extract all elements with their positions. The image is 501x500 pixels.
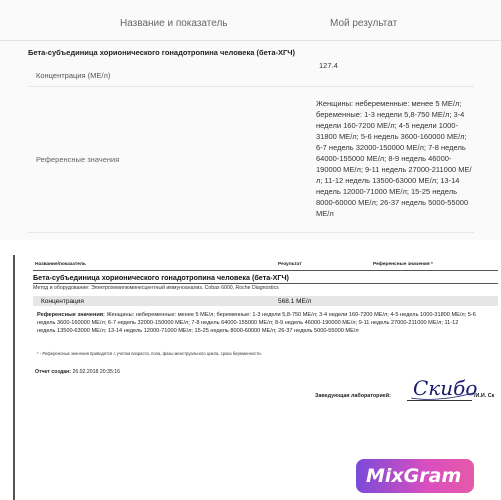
doc-method: Метод и оборудование: Электрохемилюминесцентный иммуноанализ. Cobas 6000, Roche Diagnostics — [33, 285, 279, 291]
doc-concentration-label: Концентрация — [41, 298, 84, 305]
doc-header-result: Результат — [278, 262, 302, 267]
result-panel — [0, 0, 501, 240]
doc-header-name: Название/показатель — [35, 262, 86, 267]
row-divider — [28, 86, 474, 87]
doc-test-title: Бета-субъединица хорионического гонадотропина человека (бета-ХГЧ) — [33, 273, 289, 282]
doc-created-value: 26.02.2018 20:35:16 — [72, 369, 121, 375]
concentration-label: Концентрация (МЕ/л) — [36, 71, 111, 80]
reference-values: Женщины: небеременные: менее 5 МЕ/л; беременные: 1-3 недели 5,8-750 МЕ/л; 3-4 недели 160-7200 МЕ/л; 4-5 недели 1000-31800 МЕ/л; 5-6 недель 3600-160000 МЕ/л; 6-7 недель 32000-150000 МЕ/л; 7-8 недель 64000-155000 МЕ/л; 8-9 недель 46000-190000 МЕ/л; 9-11 недель 27000-211000 МЕ/л; 11-12 недель 13500-63000 МЕ/л; 13-14 недель 12000-71000 МЕ/л; 15-25 недель 8000-60000 МЕ/л; 26-37 недель 5000-55000 МЕ/л — [316, 99, 472, 218]
reference-label: Референсные значения — [36, 155, 120, 164]
results-table-header — [0, 0, 501, 41]
doc-concentration-row — [33, 296, 498, 306]
doc-reference-values — [37, 311, 477, 336]
doc-divider — [33, 283, 498, 284]
doc-reference-label: Референсные значения: — [37, 312, 105, 318]
doc-created — [35, 369, 120, 375]
watermark-text: MixGram — [366, 465, 462, 487]
doc-reference-text: Женщины: небеременные: менее 5 МЕ/л; беременные: 1-3 недели 5,8-750 МЕ/л; 3-4 недели 160-7200 МЕ/л; 4-5 недель 1000-31800 МЕ/л; 5-6 недель 3600-160000 МЕ/л; 6-7 недель 32000-150000 МЕ/л; 7-8 недель 64000-155000 МЕ/л; 8-9 недель 46000-190000 МЕ/л; 9-11 недель 27000-211000 МЕ/л; 11-12 недель 13500-63000 МЕ/л; 13-14 недель 12000-71000 МЕ/л; 15-25 недель 8000-60000 МЕ/л; 26-37 недель 5000-55000 МЕ/л — [37, 312, 476, 335]
row-divider — [28, 232, 474, 233]
header-my-result: Мой результат — [330, 18, 398, 29]
svg-text:Скибо: Скибо — [413, 376, 477, 400]
test-name: Бета-субъединица хорионического гонадотропина человека (бета-ХГЧ) — [28, 48, 296, 57]
header-name-indicator: Название и показатель — [120, 18, 228, 29]
mixgram-watermark — [356, 459, 474, 493]
doc-footnote: * - Референсные значения приводятся с учетом возраста, пола, фазы менструального цикла, срока беременности. — [37, 351, 262, 356]
doc-header-reference: Референсные значения * — [373, 262, 433, 267]
doc-created-label: Отчет создан: — [35, 369, 71, 375]
handwritten-signature — [407, 371, 477, 407]
concentration-value: 127.4 — [319, 61, 338, 70]
doc-concentration-value: 568.1 МЕ/л — [278, 298, 312, 305]
signature-name: /И.И. Ск — [474, 393, 495, 399]
doc-divider — [33, 270, 498, 271]
signature-label: Заведующая лабораторией: — [315, 393, 391, 399]
